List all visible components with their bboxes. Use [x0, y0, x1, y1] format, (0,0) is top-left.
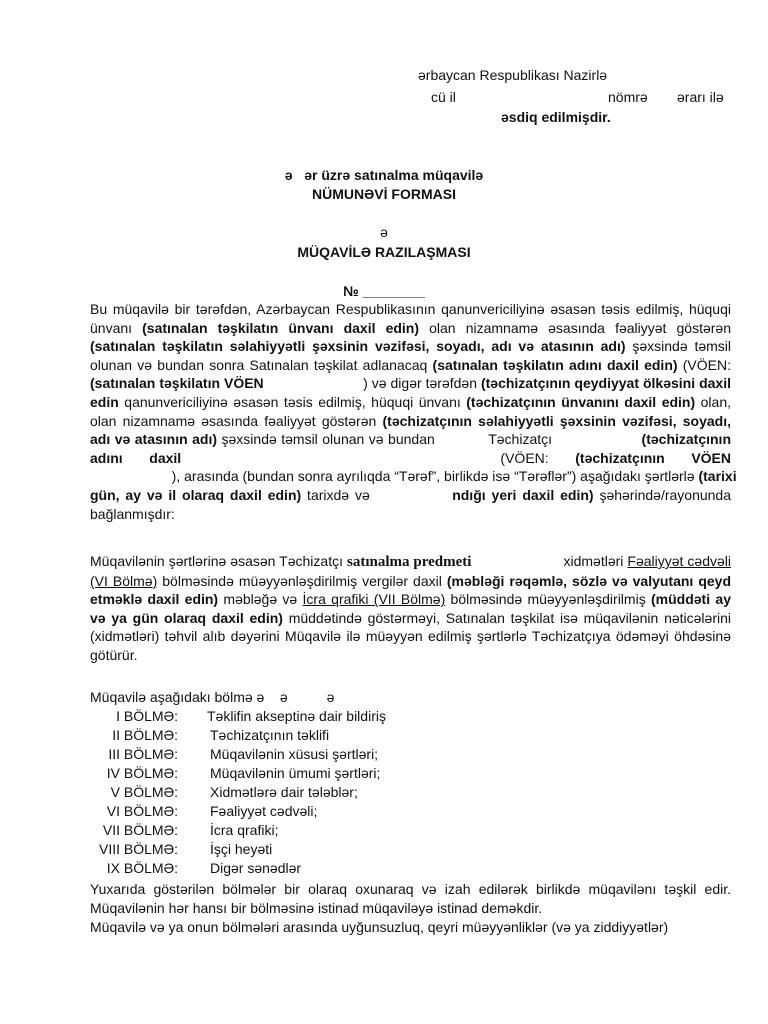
- section-number: V BÖLMƏ:: [110, 784, 178, 800]
- section-title: Müqavilənin xüsusi şərtləri;: [210, 746, 379, 762]
- obligations-paragraph: Müqavilənin şərtlərinə əsasən Təchizatçı satınalma predmeti xidmətləri Fəaliyyət cədvəli (VI Bölmə) bölməsində müəyyənləşdirilmiş vergilər daxil (məbləği rəqəmlə, sözlə və valyutanı qeyd etməklə daxil edin) məbləğə və İcra qrafiki (VII Bölmə) bölməsində müəyyənləşdirilmiş (müddəti ay və ya gün olaraq daxil edin) müddətində göstərməyi, Satınalan təşkilat isə müqavilənin nəticələrini (xidmətləri) təhvil alıb dəyərini Müqavilə ilə müəyyən edilmiş şərtlərlə Təchizatçıya ödəməyi öhdəsinə götürür.: [90, 553, 732, 663]
- discrepancy-paragraph: Müqavilə və ya onun bölmələri arasında uyğunsuzluq, qeyri müəyyənliklər (və ya ziddiyyətlər): [90, 919, 669, 935]
- parties-paragraph: Bu müqavilə bir tərəfdən, Azərbaycan Respublikasının qanunvericiliyinə əsasən təsis edilmiş, hüquqi ünvanı (satınalan təşkilatın ünvanı daxil edin) olan nizamnamə əsasında fəaliyyət göstərən (satınalan təşkilatın səlahiyyətli şəxsinin vəzifəsi, soyadı, adı və atasının adı) şəxsində təmsil olunan və bundan sonra Satınalan təşkilat adlanacaq (satınalan təşkilatın adını daxil edin) (VÖEN: (satınalan təşkilatın VÖEN ) və digər tərəfdən (təchizatçının qeydiyyat ölkəsini daxil edin qanunvericiliyinə əsasən təsis edilmiş, hüquqi ünvanı (təchizatçının ünvanını daxil edin) olan, olan nizamnamə əsasında fəaliyyət göstərən (təchizatçının səlahiyyətli şəxsinin vəzifəsi, soyadı, adı və atasının adı) şəxsində təmsil olunan və bundan Təchizatçı (təchizatçının adını daxil (VÖEN: (təchizatçının VÖEN ), arasında (bundan sonra ayrılıqda “Tərəf”, birlikdə isə “Tərəflər”) aşağıdakı şərtlərlə (tarixi gün, ay və il olaraq daxil edin) tarixdə və ndığı yeri daxil edin) şəhərində/rayonunda bağlanmışdır:: [90, 301, 737, 522]
- approval-line-2-number: nömrə: [608, 89, 648, 105]
- section-number: VIII BÖLMƏ:: [99, 841, 178, 857]
- contract-subject-title: ə ər üzrə satınalma müqavilə: [284, 167, 484, 183]
- contract-number: № ________: [343, 283, 425, 299]
- section-number: I BÖLMƏ:: [116, 708, 178, 724]
- form-title: NÜMUNƏVİ FORMASI: [312, 186, 456, 202]
- section-title: Müqavilənin ümumi şərtləri;: [210, 765, 381, 781]
- section-title: Təklifin akseptinə dair bildiriş: [207, 708, 386, 724]
- section-number: IX BÖLMƏ:: [106, 860, 178, 876]
- sections-note-paragraph: Yuxarıda göstərilən bölmələr bir olaraq oxunaraq və izah edilərək birlikdə müqavilənı təşkil edir. Müqavilənin hər hansı bir bölməsinə istinad müqaviləyə istinad deməkdir.: [90, 881, 731, 916]
- page-title: MÜQAVİLƏ RAZILAŞMASI: [297, 244, 471, 260]
- approval-line-2-decision: ərarı ilə: [677, 89, 724, 105]
- section-number: IV BÖLMƏ:: [106, 765, 178, 781]
- section-title: Xidmətlərə dair tələblər;: [210, 784, 358, 800]
- section-title: İşçi heyəti: [210, 841, 273, 857]
- section-title: Digər sənədlər: [210, 860, 302, 876]
- approval-line-2-year: cü il: [431, 89, 456, 105]
- title-fragment: ə: [380, 224, 388, 240]
- section-number: III BÖLMƏ:: [108, 746, 178, 762]
- section-title: Fəaliyyət cədvəli;: [210, 803, 318, 819]
- approval-line-3: əsdiq edilmişdir.: [501, 109, 611, 125]
- section-title: İcra qrafiki;: [210, 822, 279, 838]
- section-number: II BÖLMƏ:: [112, 727, 178, 743]
- section-title: Təchizatçının təklifi: [210, 727, 330, 743]
- section-number: VII BÖLMƏ:: [102, 822, 178, 838]
- sections-intro: Müqavilə aşağıdakı bölmə ə ə ə: [90, 689, 335, 705]
- approval-line-1: ərbaycan Respublikası Nazirlə: [418, 67, 608, 83]
- section-number: VI BÖLMƏ:: [106, 803, 178, 819]
